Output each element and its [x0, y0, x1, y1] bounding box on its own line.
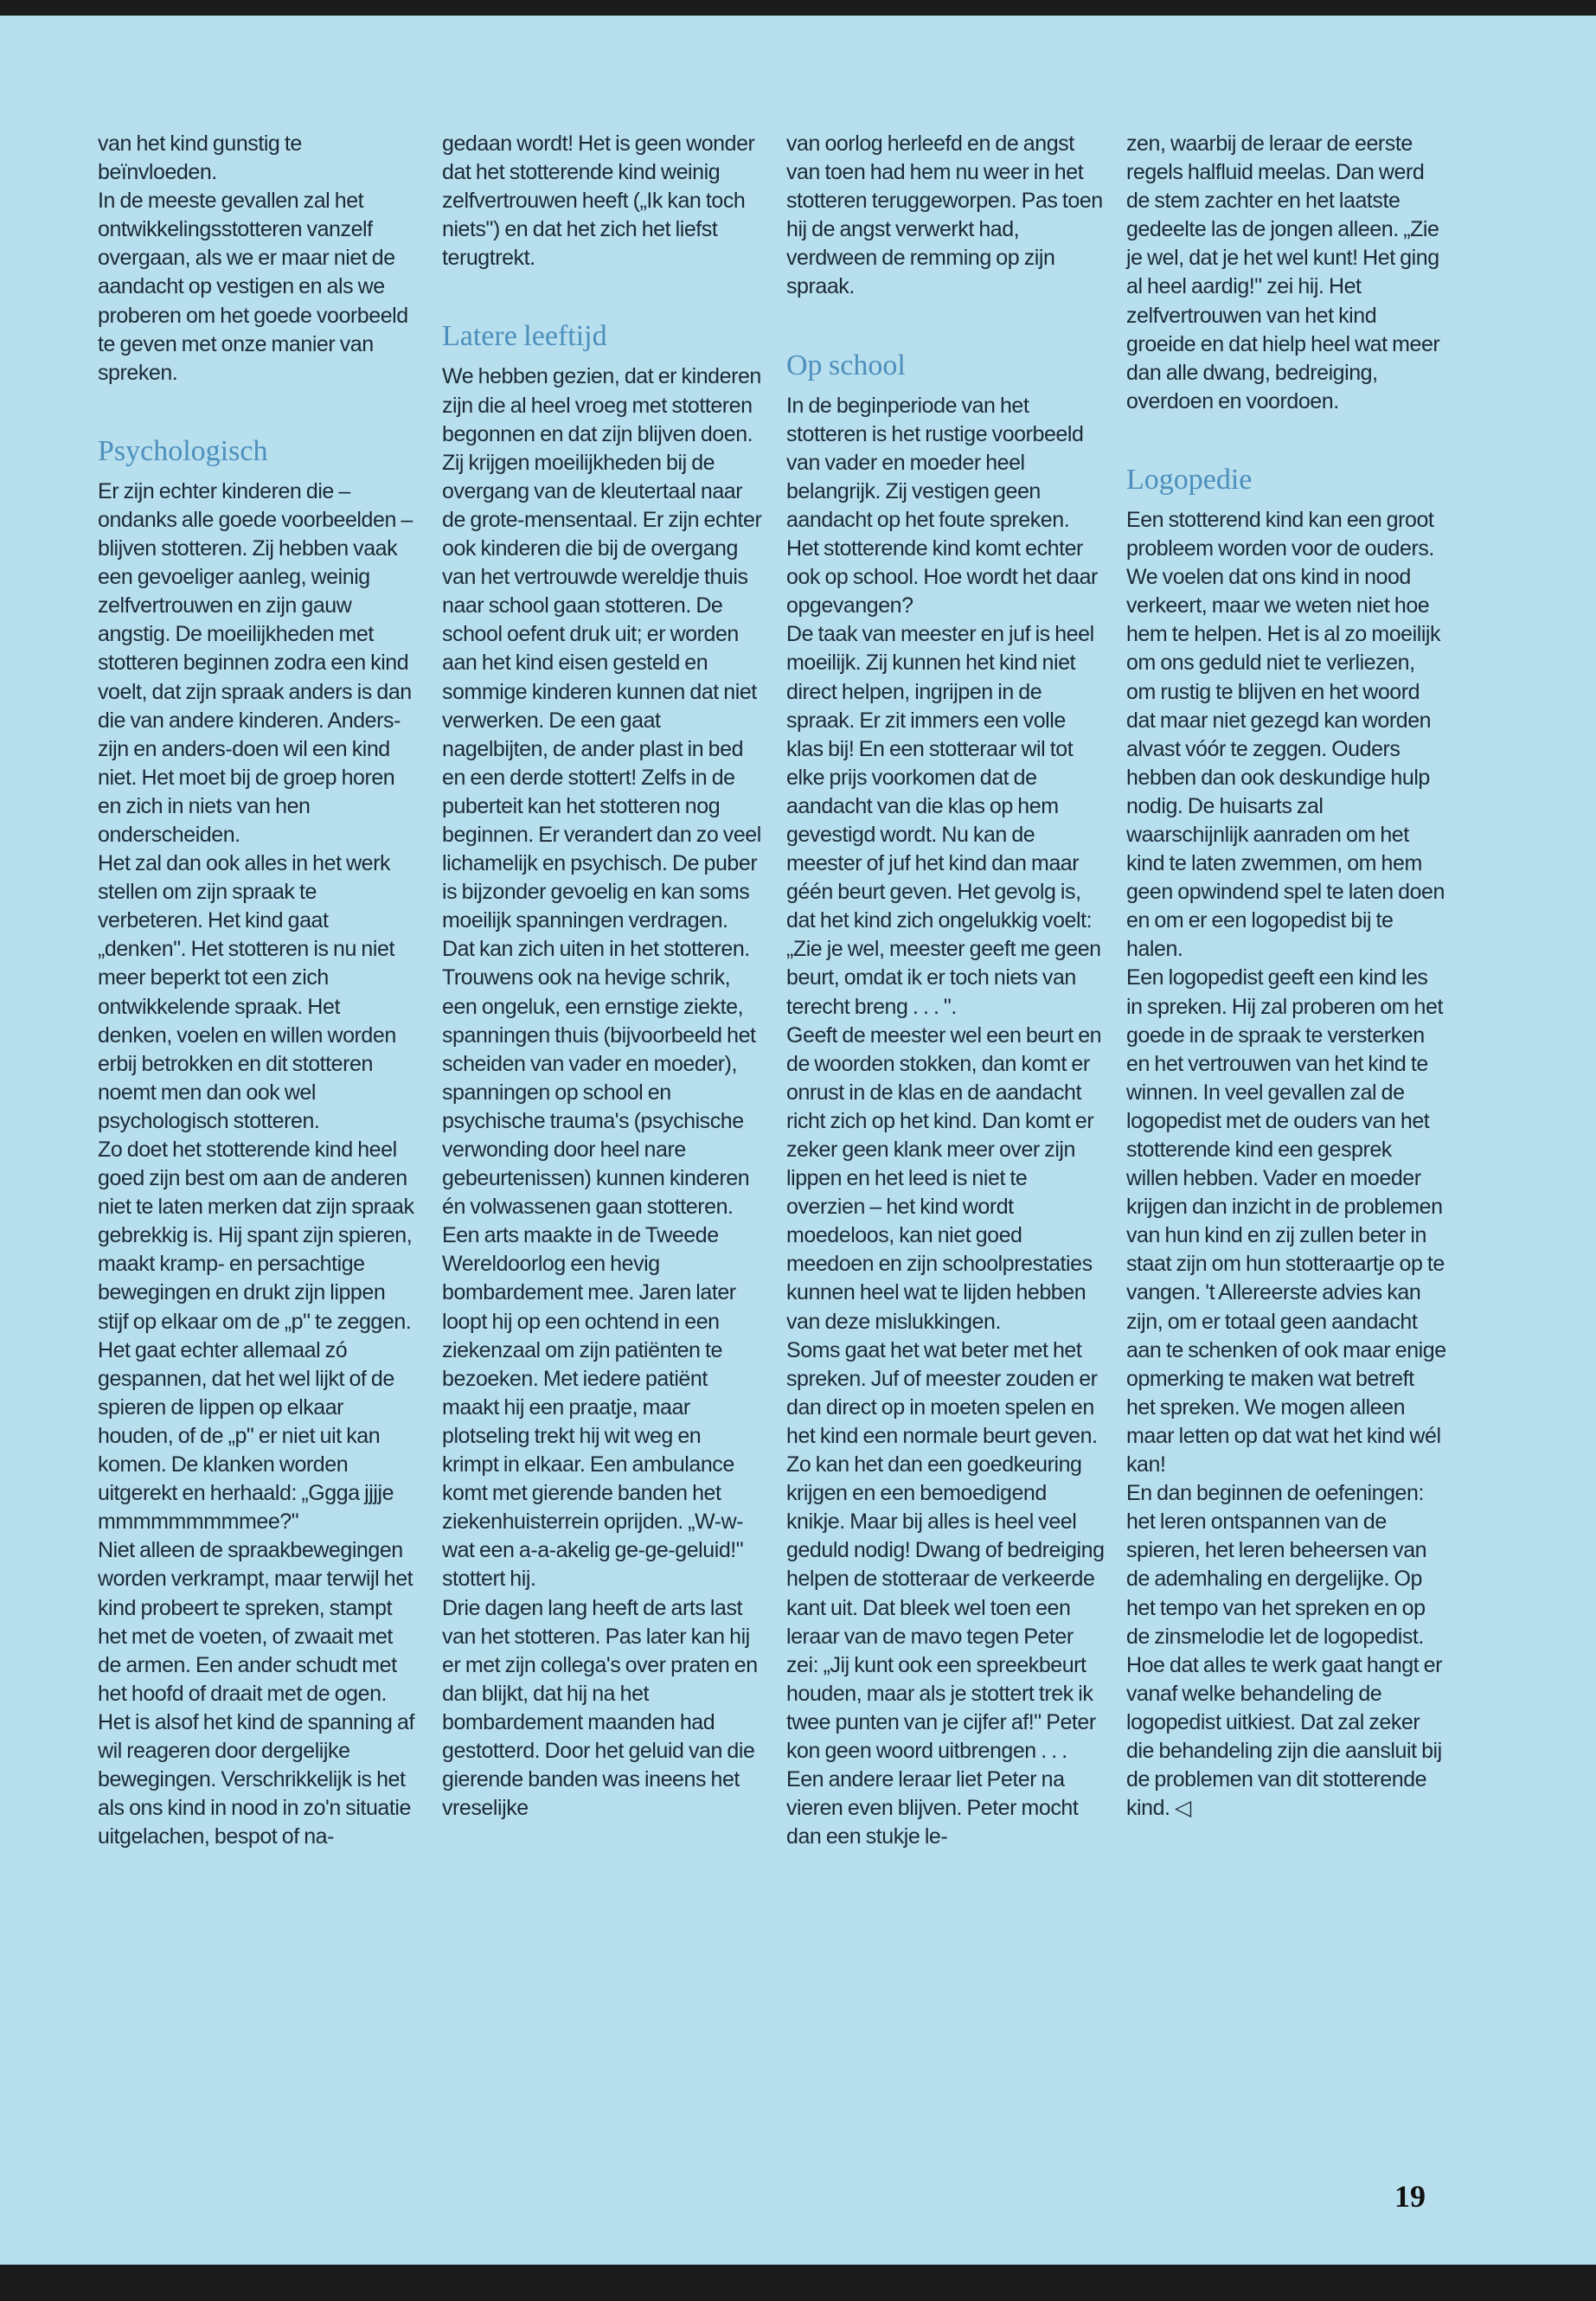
text-column-3	[786, 130, 1106, 1851]
section-heading: Logopedie	[1126, 463, 1253, 496]
paragraph: Een stotterend kind kan een groot probleem worden voor de ouders. We voelen dat ons kind in nood verkeert, maar we weten niet hoe hem te helpen. Het is al zo moeilijk om ons geduld niet te verliezen, om rustig te blijven en het woord dat maar niet gezegd kan worden alvast vóór te zeggen. Ouders hebben dan ook deskundige hulp nodig. De huisarts zal waarschijnlijk aanraden om het kind te laten zwemmen, om hem geen opwindend spel te laten doen en om er een logopedist bij te halen.	[1126, 507, 1445, 962]
paragraph: Het zal dan ook alles in het werk stellen om zijn spraak te verbeteren. Het kind gaat „denken". Het stotteren is nu niet meer beperkt tot een zich ontwikkelende spraak. Het denken, voelen en willen worden erbij betrokken en dit stotteren noemt men dan ook wel psychologisch stotteren.	[98, 851, 396, 1133]
section-heading: Op school	[786, 349, 906, 381]
paragraph: zen, waarbij de leraar de eerste regels halfluid meelas. Dan werd de stem zachter en het laatste gedeelte las de jongen alleen. „Zie je wel, dat je het wel kunt! Het ging al heel aardig!" zei hij. Het zelfvertrouwen van het kind groeide en dat hielp heel wat meer dan alle dwang, bedreiging, overdoen en voordoen.	[1126, 131, 1440, 413]
paragraph: In de beginperiode van het stotteren is het rustige voorbeeld van vader en moeder heel belangrijk. Zij vestigen geen aandacht op het foute spreken. Het stotterende kind komt echter ook op school. Hoe wordt het daar opgevangen?	[786, 393, 1098, 619]
text-column-1	[98, 130, 418, 1851]
magazine-page	[0, 16, 1596, 2265]
paragraph: Soms gaat het wat beter met het spreken. Juf of meester zouden er dan direct op in moeten spelen en het kind een normale beurt geven. Zo kan het dan een goedkeuring krijgen en een bemoedigend knikje. Maar bij alles is heel veel geduld nodig! Dwang of bedreiging helpen de stotteraar de verkeerde kant uit. Dat bleek wel toen een leraar van de mavo tegen Peter zei: „Jij kunt ook een spreekbeurt houden, maar als je stottert trek ik twee punten van je cijfer af!" Peter kon geen woord uitbrengen . . .	[786, 1337, 1105, 1763]
paragraph: gedaan wordt! Het is geen wonder dat het stotterende kind weinig zelfvertrouwen heeft („Ik kan toch niets") en dat het zich het liefst terugtrekt.	[442, 131, 755, 271]
paragraph: Een logopedist geeft een kind les in spreken. Hij zal proberen om het goede in de spraak te versterken en het vertrouwen van het kind te winnen. In veel gevallen zal de logopedist met de ouders van het stotterende kind een gesprek willen hebben. Vader en moeder krijgen dan inzicht in de problemen van hun kind en zij zullen beter in staat zijn om hun stotteraartje op te vangen. 't Allereerste advies kan zijn, om er totaal geen aandacht aan te schenken of ook maar enige opmerking te maken wat betreft het spreken. We mogen alleen maar letten op dat wat het kind wél kan!	[1126, 965, 1446, 1477]
paragraph: Geeft de meester wel een beurt en de woorden stokken, dan komt er onrust in de klas en de aandacht richt zich op het kind. Dan komt er zeker geen klank meer over zijn lippen en het leed is niet te overzien – het kind wordt moedeloos, kan niet goed meedoen en zijn schoolprestaties kunnen heel wat te lijden hebben van deze mislukkingen.	[786, 1022, 1102, 1334]
paragraph: Een andere leraar liet Peter na vieren even blijven. Peter mocht dan een stukje le-	[786, 1767, 1079, 1849]
section-heading: Latere leeftijd	[442, 320, 607, 353]
paragraph: We hebben gezien, dat er kinderen zijn die al heel vroeg met stotteren begonnen en dat zijn blijven doen. Zij krijgen moeilijkheden bij de overgang van de kleutertaal naar de grote-mensentaal. Er zijn echter ook kinderen die bij de overgang van het vertrouwde wereldje thuis naar school gaan stotteren. De school oefent druk uit; er worden aan het kind eisen gesteld en sommige kinderen kunnen dat niet verwerken. De een gaat nagelbijten, de ander plast in bed en een derde stottert! Zelfs in de puberteit kan het stotteren nog beginnen. Er verandert dan zo veel lichamelijk en psychisch. De puber is bijzonder gevoelig en kan soms moeilijk spanningen verdragen. Dat kan zich uiten in het stotteren.	[442, 364, 762, 962]
paragraph: van het kind gunstig te beïnvloeden.	[98, 131, 302, 185]
paragraph: Er zijn echter kinderen die – ondanks alle goede voorbeelden – blijven stotteren. Zij hebben vaak een gevoeliger aanleg, weinig zelfvertrouwen en zijn gauw angstig. De moeilijkheden met stotteren beginnen zodra een kind voelt, dat zijn spraak anders is dan die van andere kinderen. Anders-zijn en anders-doen wil een kind niet. Het moet bij de groep horen en zich in niets van hen onderscheiden.	[98, 478, 413, 847]
paragraph: Drie dagen lang heeft de arts last van het stotteren. Pas later kan hij er met zijn collega's over praten en dan blijkt, dat hij na het bombardement maanden had gestotterd. Door het geluid van die gierende banden was ineens het vreselijke	[442, 1595, 758, 1821]
paragraph: Het gaat echter allemaal zó gespannen, dat het wel lijkt of de spieren de lippen op elkaar houden, of de „p" er niet uit kan komen. De klanken worden uitgerekt en herhaald: „Ggga jjjje mmmmmmmmmee?"	[98, 1337, 394, 1535]
paragraph: Niet alleen de spraakbewegingen worden verkrampt, maar terwijl het kind probeert te spreken, stampt het met de voeten, of zwaait met de armen. Een ander schudt met het hoofd of draait met de ogen. Het is alsof het kind de spanning af wil reageren door dergelijke bewegingen. Verschrikkelijk is het als ons kind in nood in zo'n situatie uitgelachen, bespot of na-	[98, 1538, 414, 1849]
paragraph: van oorlog herleefd en de angst van toen had hem nu weer in het stotteren teruggeworpen. Pas toen hij de angst verwerkt had, verdween de remming op zijn spraak.	[786, 131, 1103, 299]
paragraph: En dan beginnen de oefeningen: het leren ontspannen van de spieren, het leren beheersen van de ademhaling en dergelijke. Op het tempo van het spreken en op de zinsmelodie let de logopedist. Hoe dat alles te werk gaat hangt er vanaf welke behandeling de logopedist uitkiest. Dat zal zeker die behandeling zijn die aansluit bij de problemen van dit stotterende kind. ◁	[1126, 1481, 1442, 1821]
page-number: 19	[1394, 2179, 1426, 2214]
paragraph: In de meeste gevallen zal het ontwikkelingsstotteren vanzelf overgaan, als we er maar niet de aandacht op vestigen en als we proberen om het goede voorbeeld te geven met onze manier van spreken.	[98, 189, 408, 385]
paragraph: De taak van meester en juf is heel moeilijk. Zij kunnen het kind niet direct helpen, ingrijpen in de spraak. Er zit immers een volle klas bij! En een stotteraar wil tot elke prijs voorkomen dat de aandacht van die klas op hem gevestigd wordt. Nu kan de meester of juf het kind dan maar géén beurt geven. Het gevolg is, dat het kind zich ongelukkig voelt: „Zie je wel, meester geeft me geen beurt, omdat ik er toch niets van terecht breng . . . ".	[786, 622, 1101, 1019]
section-heading: Psychologisch	[98, 434, 268, 467]
paragraph: Zo doet het stotterende kind heel goed zijn best om aan de anderen niet te laten merken dat zijn spraak gebrekkig is. Hij spant zijn spieren, maakt kramp- en persachtige bewegingen en drukt zijn lippen stijf op elkaar om de „p" te zeggen.	[98, 1138, 414, 1334]
text-column-2	[442, 130, 762, 1823]
paragraph: Trouwens ook na hevige schrik, een ongeluk, een ernstige ziekte, spanningen thuis (bijvoorbeeld het scheiden van vader en moeder), spanningen op school en psychische trauma's (psychische verwonding door heel nare gebeurtenissen) kunnen kinderen én volwassenen gaan stotteren. Een arts maakte in de Tweede Wereldoorlog een hevig bombardement mee. Jaren later loopt hij op een ochtend in een ziekenzaal om zijn patiënten te bezoeken. Met iedere patiënt maakt hij een praatje, maar plotseling trekt hij wit weg en krimpt in elkaar. Een ambulance komt met gierende banden het ziekenhuisterrein oprijden. „W-w-wat een a-a-akelig ge-ge-geluid!" stottert hij.	[442, 965, 756, 1592]
text-column-4	[1126, 130, 1446, 1823]
